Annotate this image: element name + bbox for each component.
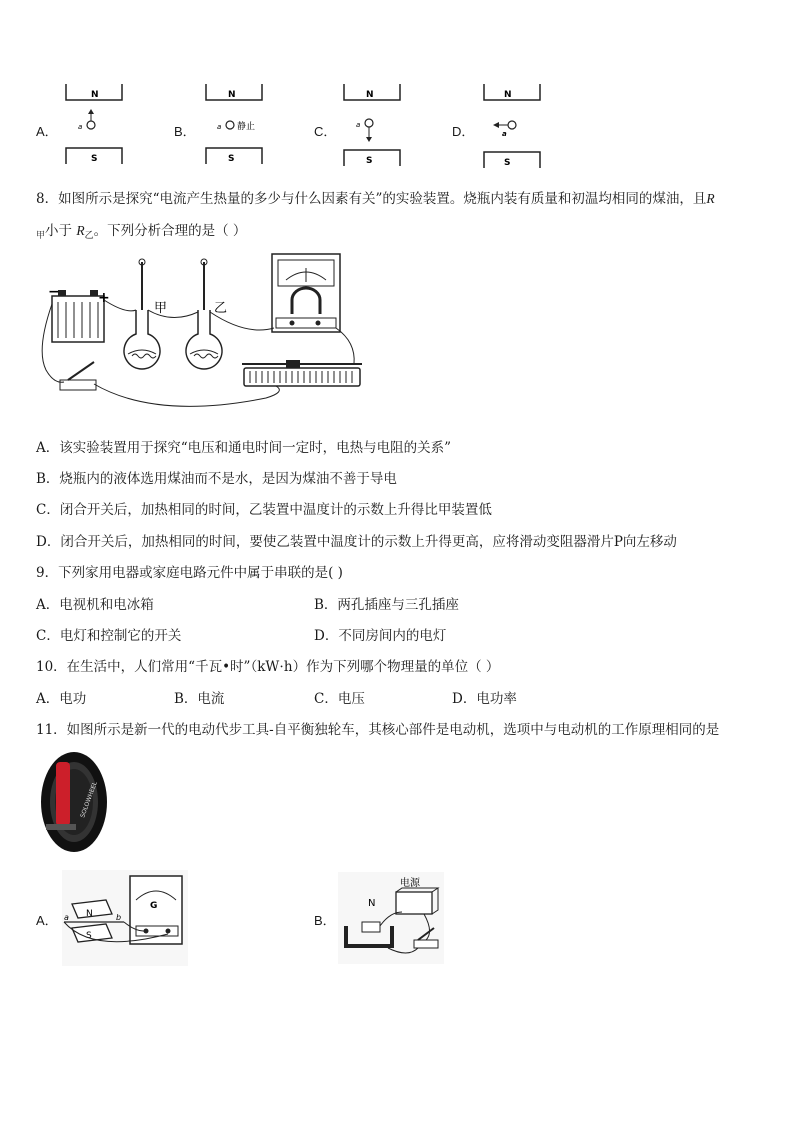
q8-option-c[interactable]: C．闭合开关后，加热相同的时间，乙装置中温度计的示数上升得比甲装置低 bbox=[36, 502, 492, 518]
q10-stem: 10．在生活中，人们常用“千瓦•时”（kW⋅h）作为下列哪个物理量的单位（ ） bbox=[36, 659, 500, 675]
svg-text:N: N bbox=[228, 90, 236, 100]
svg-text:b: b bbox=[116, 913, 122, 922]
rheostat-icon bbox=[242, 360, 362, 386]
power-supply-icon bbox=[396, 888, 438, 914]
q8-experiment-figure bbox=[36, 250, 376, 418]
svg-text:a: a bbox=[217, 123, 222, 131]
svg-text:−: − bbox=[48, 284, 60, 300]
svg-text:甲: 甲 bbox=[154, 301, 168, 316]
battery-icon bbox=[52, 290, 104, 342]
q11-option-b-label[interactable]: B． bbox=[314, 913, 336, 928]
svg-text:乙: 乙 bbox=[214, 301, 228, 316]
unicycle-image bbox=[36, 748, 108, 856]
magnet-s: S bbox=[91, 154, 98, 164]
q9-option-c[interactable]: C．电灯和控制它的开关 bbox=[36, 628, 182, 644]
q10-option-a[interactable]: A．电功 bbox=[36, 691, 87, 707]
svg-text:a: a bbox=[64, 913, 69, 922]
q7-option-c-figure bbox=[338, 82, 408, 170]
q11-option-a-figure bbox=[62, 870, 188, 966]
q7-option-d-label[interactable]: D． bbox=[452, 124, 475, 139]
q9-option-d[interactable]: D．不同房间内的电灯 bbox=[314, 628, 447, 644]
svg-text:N: N bbox=[366, 90, 374, 100]
svg-text:N: N bbox=[368, 898, 376, 909]
ammeter-icon bbox=[272, 254, 340, 332]
svg-text:a: a bbox=[502, 130, 507, 138]
q10-option-b[interactable]: B．电流 bbox=[174, 691, 225, 707]
q8-option-a[interactable]: A．该实验装置用于探究“电压和通电时间一定时，电热与电阻的关系” bbox=[36, 440, 452, 456]
svg-text:N: N bbox=[504, 90, 512, 100]
q10-option-c[interactable]: C．电压 bbox=[314, 691, 365, 707]
q7-option-c-label[interactable]: C． bbox=[314, 124, 337, 139]
q8-option-b[interactable]: B．烧瓶内的液体选用煤油而不是水，是因为煤油不善于导电 bbox=[36, 471, 397, 487]
svg-text:a: a bbox=[356, 121, 361, 129]
q9-option-b[interactable]: B．两孔插座与三孔插座 bbox=[314, 597, 459, 613]
svg-text:S: S bbox=[228, 154, 235, 164]
q11-stem: 11．如图所示是新一代的电动代步工具-自平衡独轮车，其核心部件是电动机，选项中与电动机的工作原理相同的是 bbox=[36, 722, 720, 738]
q8-stem-line2: $_甲$小于 $R_乙$。下列分析合理的是（ ） bbox=[36, 223, 247, 241]
svg-text:G: G bbox=[150, 901, 158, 911]
svg-text:N: N bbox=[86, 909, 93, 919]
q7-option-b-label[interactable]: B． bbox=[174, 124, 196, 139]
q7-option-a-label[interactable]: A． bbox=[36, 124, 58, 139]
svg-text:S: S bbox=[86, 931, 92, 941]
q8-stem-line1: 8．如图所示是探究“电流产生热量的多少与什么因素有关”的实验装置。烧瓶内装有质量和初温均相同的煤油，且R bbox=[36, 191, 715, 207]
svg-text:S: S bbox=[504, 158, 511, 168]
svg-text:电源: 电源 bbox=[400, 878, 420, 889]
q7-option-d-figure bbox=[478, 82, 548, 170]
q10-option-d[interactable]: D．电功率 bbox=[452, 691, 517, 707]
q9-option-a[interactable]: A．电视机和电冰箱 bbox=[36, 597, 154, 613]
switch-icon bbox=[60, 362, 96, 390]
q11-option-a-label[interactable]: A． bbox=[36, 913, 58, 928]
q7-option-b-figure bbox=[200, 82, 270, 170]
galvanometer-icon bbox=[130, 876, 182, 944]
svg-text:SOLOWHEEL: SOLOWHEEL bbox=[79, 780, 99, 819]
q8-option-d[interactable]: D．闭合开关后，加热相同的时间，要使乙装置中温度计的示数上升得更高，应将滑动变阻器滑片P向左移动 bbox=[36, 534, 677, 550]
magnet-n: N bbox=[91, 90, 99, 100]
svg-text:S: S bbox=[366, 156, 373, 166]
q11-option-b-figure bbox=[338, 872, 444, 964]
q7-option-a-figure bbox=[60, 82, 130, 170]
q9-stem: 9．下列家用电器或家庭电路元件中属于串联的是( ) bbox=[36, 565, 343, 581]
svg-text:静止: 静止 bbox=[237, 122, 256, 132]
svg-text:a: a bbox=[78, 123, 83, 131]
svg-text:+: + bbox=[98, 290, 110, 306]
